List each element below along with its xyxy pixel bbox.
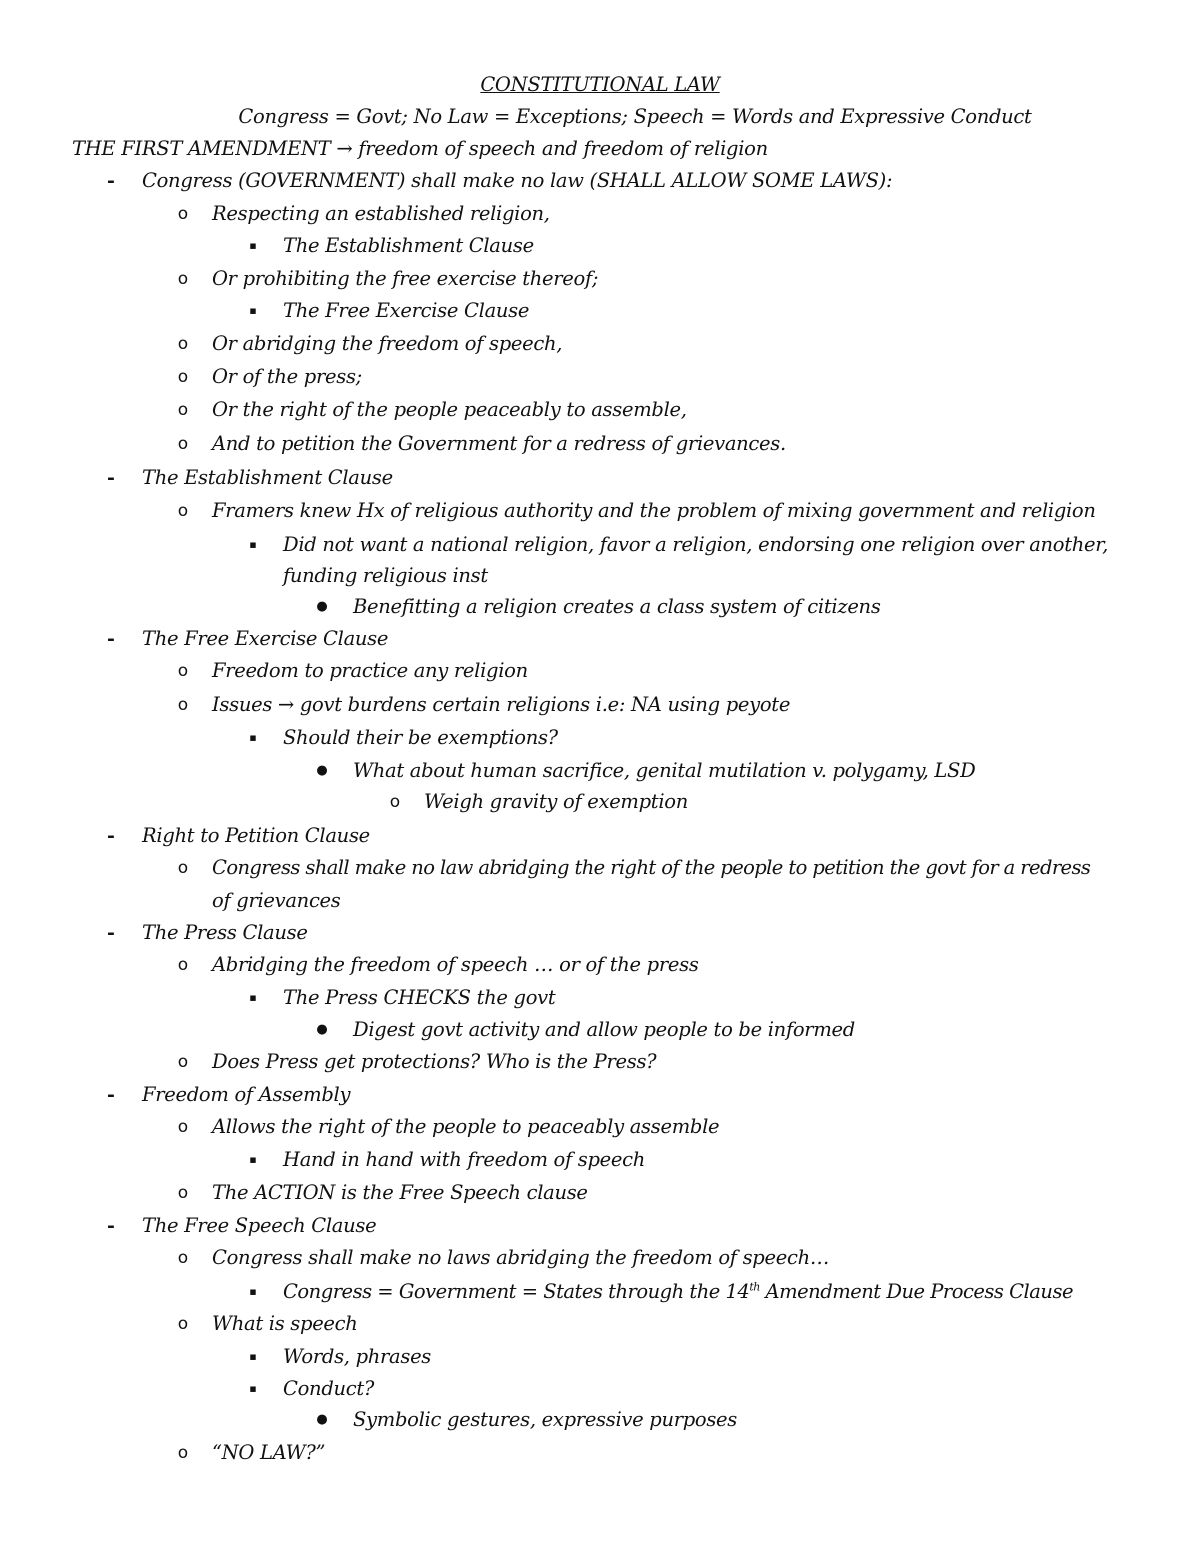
outline-item: The Establishment Clause bbox=[283, 234, 534, 257]
square-marker: ▪ bbox=[249, 239, 257, 252]
outline-item: Conduct? bbox=[283, 1377, 375, 1400]
dash-marker: - bbox=[107, 628, 115, 650]
outline-item: Or of the press; bbox=[212, 365, 362, 388]
outline-item: Freedom to practice any religion bbox=[212, 659, 528, 682]
outline-item: The ACTION is the Free Speech clause bbox=[212, 1181, 588, 1204]
bullet-marker: ● bbox=[316, 763, 328, 778]
outline-item: Abridging the freedom of speech … or of the press bbox=[212, 953, 699, 976]
circle-marker: o bbox=[389, 792, 401, 812]
outline-item: Hand in hand with freedom of speech bbox=[283, 1148, 646, 1171]
outline-item: The Free Exercise Clause bbox=[142, 627, 389, 650]
square-marker: ▪ bbox=[249, 1382, 257, 1395]
dash-marker: - bbox=[107, 170, 115, 192]
square-marker: ▪ bbox=[249, 1350, 257, 1363]
outline-item: The Free Speech Clause bbox=[142, 1214, 377, 1237]
outline-item: What about human sacrifice, genital mutilation v. polygamy, LSD bbox=[353, 759, 976, 782]
circle-marker: o bbox=[177, 661, 189, 681]
outline-item: “NO LAW?” bbox=[212, 1441, 326, 1464]
outline-item: Freedom of Assembly bbox=[142, 1083, 351, 1106]
document-subtitle: Congress = Govt; No Law = Exceptions; Speech = Words and Expressive Conduct bbox=[238, 105, 1032, 128]
outline-item-text: Amendment Due Process Clause bbox=[759, 1280, 1074, 1303]
outline-item: Issues → govt burdens certain religions i.e: NA using peyote bbox=[212, 693, 791, 716]
outline-item: The Press Clause bbox=[142, 921, 308, 944]
dash-marker: - bbox=[107, 1215, 115, 1237]
document-title: CONSTITUTIONAL LAW bbox=[480, 73, 720, 96]
circle-marker: o bbox=[177, 1052, 189, 1072]
circle-marker: o bbox=[177, 334, 189, 354]
outline-item-text: Congress = Government = States through the 14 bbox=[283, 1280, 750, 1303]
outline-item: Did not want a national religion, favor a religion, endorsing one religion over another, bbox=[283, 533, 1109, 556]
circle-marker: o bbox=[177, 1443, 189, 1463]
circle-marker: o bbox=[177, 1117, 189, 1137]
outline-item: Congress (GOVERNMENT) shall make no law (SHALL ALLOW SOME LAWS): bbox=[142, 169, 893, 192]
circle-marker: o bbox=[177, 1314, 189, 1334]
outline-item: Should their be exemptions? bbox=[283, 726, 558, 749]
outline-item: Or prohibiting the free exercise thereof; bbox=[212, 267, 599, 290]
bullet-marker: ● bbox=[316, 599, 328, 614]
outline-item: Does Press get protections? Who is the Press? bbox=[212, 1050, 657, 1073]
ordinal-suffix: th bbox=[749, 1280, 760, 1294]
square-marker: ▪ bbox=[249, 538, 257, 551]
outline-item: The Establishment Clause bbox=[142, 466, 393, 489]
outline-item: Allows the right of the people to peaceably assemble bbox=[212, 1115, 720, 1138]
circle-marker: o bbox=[177, 695, 189, 715]
outline-item: Digest govt activity and allow people to be informed bbox=[353, 1018, 855, 1041]
outline-item: Words, phrases bbox=[283, 1345, 432, 1368]
outline-item: The Free Exercise Clause bbox=[283, 299, 530, 322]
outline-item: And to petition the Government for a redress of grievances. bbox=[212, 432, 786, 455]
square-marker: ▪ bbox=[249, 991, 257, 1004]
square-marker: ▪ bbox=[249, 1285, 257, 1298]
outline-item: Or abridging the freedom of speech, bbox=[212, 332, 563, 355]
circle-marker: o bbox=[177, 204, 189, 224]
circle-marker: o bbox=[177, 858, 189, 878]
bullet-marker: ● bbox=[316, 1412, 328, 1427]
outline-item bbox=[283, 1279, 1073, 1305]
bullet-marker: ● bbox=[316, 1022, 328, 1037]
outline-item: Benefitting a religion creates a class system of citizens bbox=[353, 595, 881, 618]
circle-marker: o bbox=[177, 434, 189, 454]
circle-marker: o bbox=[177, 501, 189, 521]
circle-marker: o bbox=[177, 367, 189, 387]
circle-marker: o bbox=[177, 269, 189, 289]
circle-marker: o bbox=[177, 955, 189, 975]
square-marker: ▪ bbox=[249, 1153, 257, 1166]
section-heading: THE FIRST AMENDMENT → freedom of speech and freedom of religion bbox=[72, 137, 768, 160]
square-marker: ▪ bbox=[249, 731, 257, 744]
dash-marker: - bbox=[107, 825, 115, 847]
circle-marker: o bbox=[177, 1183, 189, 1203]
outline-item: Framers knew Hx of religious authority and the problem of mixing government and religion bbox=[212, 499, 1096, 522]
outline-item: Symbolic gestures, expressive purposes bbox=[353, 1408, 737, 1431]
outline-item: The Press CHECKS the govt bbox=[283, 986, 556, 1009]
outline-item: Right to Petition Clause bbox=[142, 824, 370, 847]
outline-item: What is speech bbox=[212, 1312, 358, 1335]
outline-item: Respecting an established religion, bbox=[212, 202, 550, 225]
outline-item: Congress shall make no law abridging the right of the people to petition the govt for a redress bbox=[212, 856, 1091, 879]
dash-marker: - bbox=[107, 467, 115, 489]
dash-marker: - bbox=[107, 1084, 115, 1106]
outline-item-continued: of grievances bbox=[212, 889, 341, 912]
dash-marker: - bbox=[107, 922, 115, 944]
square-marker: ▪ bbox=[249, 304, 257, 317]
outline-item: Congress shall make no laws abridging the freedom of speech… bbox=[212, 1246, 830, 1269]
outline-item: Or the right of the people peaceably to assemble, bbox=[212, 398, 687, 421]
circle-marker: o bbox=[177, 400, 189, 420]
outline-item: Weigh gravity of exemption bbox=[424, 790, 688, 813]
circle-marker: o bbox=[177, 1248, 189, 1268]
outline-item-continued: funding religious inst bbox=[283, 564, 488, 587]
